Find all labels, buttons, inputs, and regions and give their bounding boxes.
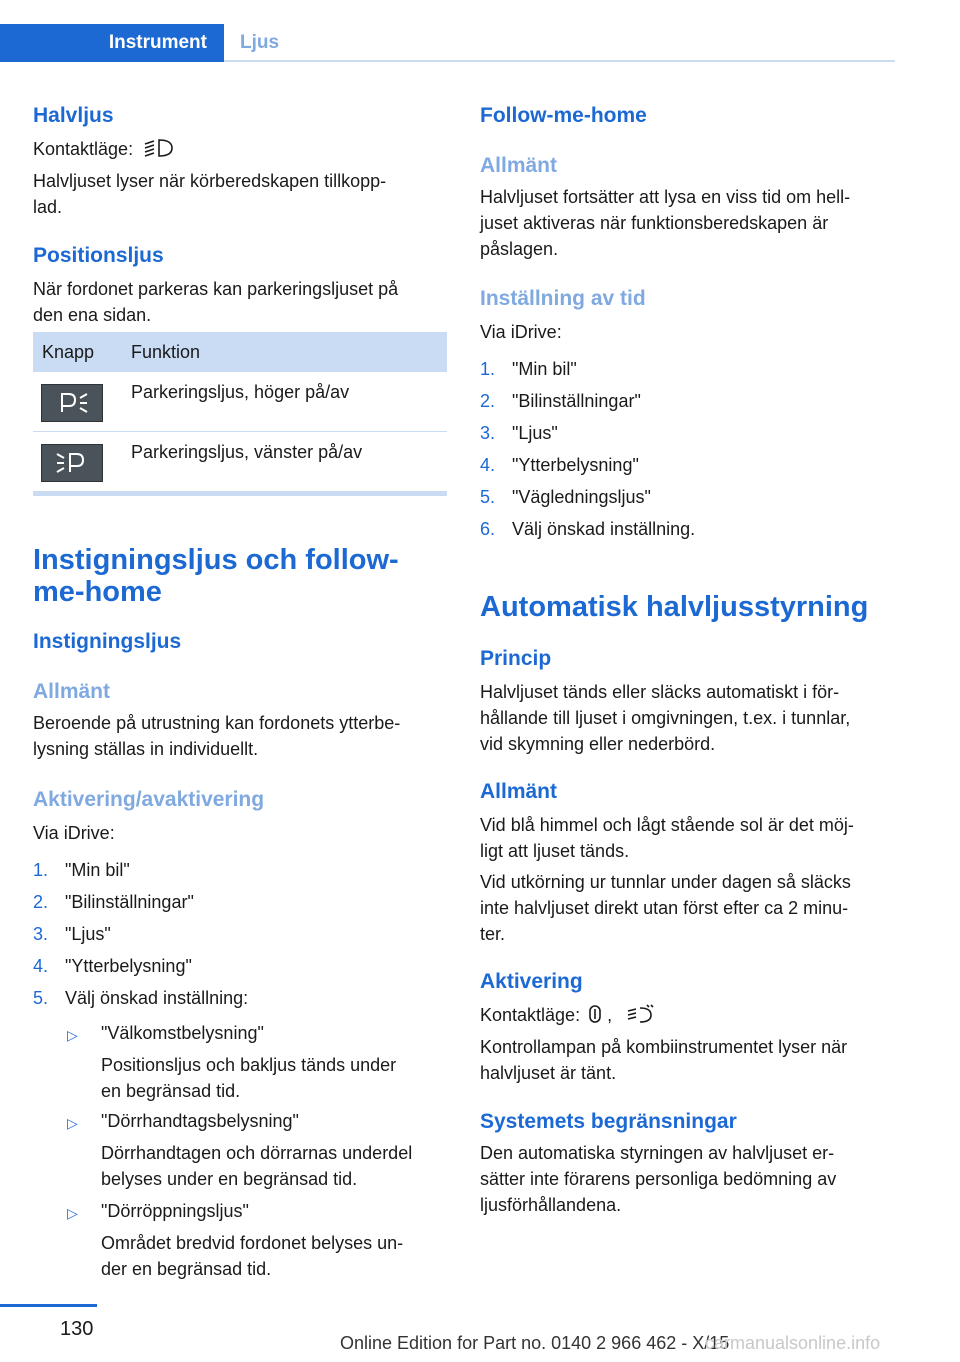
aktivering-text [480, 1034, 894, 1086]
begransningar-text [480, 1140, 894, 1218]
table-row [33, 372, 447, 432]
heading-allmant: Allmänt [480, 154, 558, 177]
halvljus-ignition-line [33, 136, 447, 165]
tab-instrument-label: Instrument [108, 32, 207, 53]
table-row [33, 432, 447, 492]
table-header [33, 332, 447, 372]
triangle-bullet-icon: ▷ [67, 1115, 78, 1131]
bullet-desc: Positionsljus och bakljus tänds under [101, 1055, 397, 1075]
heading-instigningsljus-follow-me-home [33, 544, 447, 608]
tab-ljus[interactable] [240, 24, 279, 62]
text-line: lad. [33, 197, 63, 217]
text-line: hållande till ljuset i omgivningen, t.ex. i tunnlar, [480, 708, 851, 728]
step-text: "Min bil" [65, 860, 130, 880]
step-number: 3. [33, 924, 49, 944]
text-line: juset aktiveras när funktionsberedskapen är [480, 213, 829, 233]
text-line: ter. [480, 924, 506, 944]
heading-positionsljus: Positionsljus [33, 244, 164, 267]
step-number: 2. [480, 391, 496, 411]
bullet-title: "Välkomstbelysning" [101, 1023, 264, 1043]
followme-allmant-text [480, 184, 894, 262]
allmant-text-1 [480, 812, 894, 864]
kontaktlage-label: Kontaktläge: [480, 1005, 581, 1025]
col-header-knapp: Knapp [42, 342, 95, 362]
text-line: ligt att ljuset tänds. [480, 841, 630, 861]
positionsljus-text [33, 276, 447, 328]
via-idrive-text: Via iDrive: [480, 322, 562, 342]
text-line: Halvljuset fortsätter att lysa en viss tid om hell‐ [480, 187, 851, 207]
text-line: Halvljuset tänds eller släcks automatiskt i för‐ [480, 682, 840, 702]
heading-systemets-begransningar: Systemets begränsningar [480, 1110, 737, 1133]
text-line: Kontrollampan på kombiinstrumentet lyser när [480, 1037, 848, 1057]
triangle-bullet-icon: ▷ [67, 1205, 78, 1221]
heading-aktivering: Aktivering [480, 970, 583, 993]
heading-instigningsljus: Instigningsljus [33, 630, 182, 653]
text-line: sätter inte förarens personliga bedömning av [480, 1169, 837, 1189]
step-number: 3. [480, 423, 496, 443]
text-line: vid skymning eller nederbörd. [480, 734, 716, 754]
allmant-text-2 [480, 869, 894, 947]
step-text: "Bilinställningar" [65, 892, 194, 912]
step-number: 5. [480, 487, 496, 507]
step-text: "Min bil" [512, 359, 577, 379]
heading-installning-av-tid: Inställning av tid [480, 287, 646, 310]
step-number: 1. [480, 359, 496, 379]
title-line: Instigningsljus och follow‐ [33, 544, 399, 576]
chapter-tab-bar [0, 24, 895, 62]
text-line: inte halvljuset direkt utan först efter ca 2 minu‐ [480, 898, 849, 918]
text-line: Den automatiska styrningen av halvljuset er‐ [480, 1143, 835, 1163]
text-line: Beroende på utrustning kan fordonets ytterbe‐ [33, 713, 401, 733]
text-line: Vid blå himmel och lågt stående sol är det möj‐ [480, 815, 854, 835]
heading-halvljus: Halvljus [33, 104, 114, 127]
table-cell-funktion: Parkeringsljus, vänster på/av [131, 442, 363, 462]
heading-princip: Princip [480, 647, 552, 670]
ignition-radio-icon [588, 1004, 602, 1031]
text-line: Vid utkörning ur tunnlar under dagen så släcks [480, 872, 851, 892]
step-text: Välj önskad inställning. [512, 519, 696, 539]
allmant-text [33, 710, 447, 762]
text-line: ljusförhållandena. [480, 1195, 622, 1215]
triangle-bullet-icon: ▷ [67, 1027, 78, 1043]
watermark: carmanualsonline.info [705, 1333, 881, 1353]
step-text: "Vägledningsljus" [512, 487, 651, 507]
step-number: 6. [480, 519, 496, 539]
step-number: 2. [33, 892, 49, 912]
step-text: "Ljus" [512, 423, 558, 443]
text-line: lysning ställas in individuellt. [33, 739, 259, 759]
footer-rule [0, 1304, 97, 1307]
halvljus-text [33, 168, 447, 220]
bullet-title: "Dörrhandtagsbelysning" [101, 1111, 299, 1131]
heading-follow-me-home: Follow-me-home [480, 104, 647, 127]
step-text: "Ytterbelysning" [65, 956, 192, 976]
page-number: 130 [60, 1318, 94, 1340]
via-idrive-text: Via iDrive: [33, 823, 115, 843]
step-number: 1. [33, 860, 49, 880]
text-line: Halvljuset lyser när körberedskapen tillkopp‐ [33, 171, 387, 191]
parking-light-table [33, 332, 447, 496]
edition-text: Online Edition for Part no. 0140 2 966 462 - X/15 [340, 1333, 730, 1353]
title-line: me-home [33, 576, 162, 608]
bullet-desc: Dörrhandtagen och dörrarnas underdel [101, 1143, 413, 1163]
table-cell-funktion: Parkeringsljus, höger på/av [131, 382, 350, 402]
tab-ljus-label: Ljus [240, 32, 280, 53]
heading-allmant: Allmänt [480, 780, 558, 803]
heading-allmant: Allmänt [33, 680, 111, 703]
princip-text [480, 679, 894, 757]
kontaktlage-label: Kontaktläge: [33, 139, 134, 159]
bullet-title: "Dörröppningsljus" [101, 1201, 249, 1221]
text-line: påslagen. [480, 239, 559, 259]
step-text: "Bilinställningar" [512, 391, 641, 411]
text-line: halvljuset är tänt. [480, 1063, 617, 1083]
bullet-desc: en begränsad tid. [101, 1081, 241, 1101]
bullet-desc: der en begränsad tid. [101, 1259, 272, 1279]
heading-automatisk-halvljusstyrning: Automatisk halvljusstyrning [480, 591, 869, 623]
step-text: "Ytterbelysning" [512, 455, 639, 475]
step-number: 4. [33, 956, 49, 976]
parking-light-left-icon [41, 444, 103, 482]
step-number: 5. [33, 988, 49, 1008]
bullet-desc: belyses under en begränsad tid. [101, 1169, 358, 1189]
text-line: den ena sidan. [33, 305, 152, 325]
step-text: Välj önskad inställning: [65, 988, 249, 1008]
step-number: 4. [480, 455, 496, 475]
step-text: "Ljus" [65, 924, 111, 944]
ignition-position-icon [141, 138, 175, 165]
heading-aktivering-avaktivering: Aktivering/avaktivering [33, 788, 265, 811]
ignition-drive-ready-icon [626, 1004, 656, 1031]
col-header-funktion: Funktion [131, 342, 201, 362]
text-line: När fordonet parkeras kan parkeringsljuset på [33, 279, 399, 299]
bullet-desc: Området bredvid fordonet belyses un‐ [101, 1233, 404, 1253]
separator-comma: , [607, 1005, 613, 1025]
tab-instrument[interactable] [0, 24, 224, 62]
parking-light-right-icon [41, 384, 103, 422]
aktivering-ignition-line [480, 1002, 894, 1031]
